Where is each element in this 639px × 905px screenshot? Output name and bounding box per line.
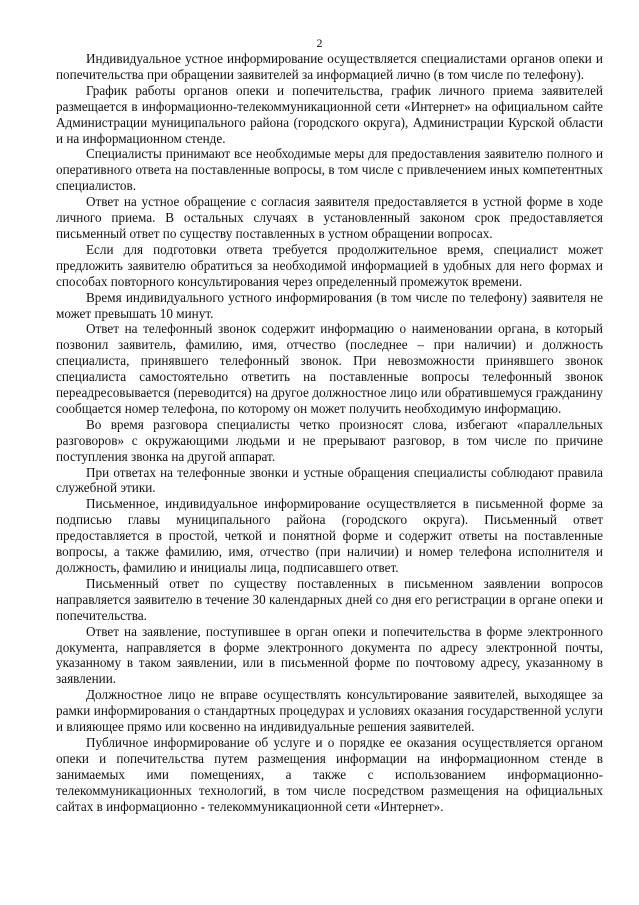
- page-number: 2: [316, 36, 323, 50]
- paragraph: Публичное информирование об услуге и о порядке ее оказания осуществляется органом опеки и попечительства путем размещения информации на информационном стенде в занимаемых ими помещениях, а также с использованием информационно-телекоммуникационных технологий, в том числе посредством размещения на официальных сайтах в информационно - телекоммуникационной сети «Интернет».: [56, 734, 603, 814]
- paragraph: Письменное, индивидуальное информирование осуществляется в письменной форме за подписью главы муниципального района (городского округа). Письменный ответ предоставляется в простой, четкой и понятной форме и содержит ответы на поставленные вопросы, а также фамилию, имя, отчество (при наличии) и номер телефона исполнителя и должность, фамилию и инициалы лица, подписавшего ответ.: [56, 496, 603, 575]
- paragraph: При ответах на телефонные звонки и устные обращения специалисты соблюдают правила служебной этики.: [56, 464, 603, 496]
- paragraph: Если для подготовки ответа требуется продолжительное время, специалист может предложить заявителю обратиться за необходимой информацией в удобных для него формах и способах повторного консультирования через определенный промежуток времени.: [56, 241, 603, 289]
- paragraph: Ответ на заявление, поступившее в орган опеки и попечительства в форме электронного документа, направляется в форме электронного документа по адресу электронной почты, указанному в таком заявлении, или в письменной форме по почтовому адресу, указанному в заявлении.: [56, 623, 603, 687]
- paragraph: График работы органов опеки и попечительства, график личного приема заявителей размещается в информационно-телекоммуникационной сети «Интернет» на официальном сайте Администрации муниципального района (городского округа), Администрации Курской области и на информационном стенде.: [56, 82, 603, 146]
- paragraph: Во время разговора специалисты четко произносят слова, избегают «параллельных разговоров» с окружающими людьми и не прерывают разговор, в том числе по причине поступления звонка на другой аппарат.: [56, 416, 603, 464]
- paragraph: Ответ на телефонный звонок содержит информацию о наименовании органа, в который позвонил заявитель, фамилию, имя, отчество (последнее – при наличии) и должность специалиста, принявшего телефонный звонок. При невозможности принявшего звонок специалиста самостоятельно ответить на поставленные вопросы телефонный звонок переадресовывается (переводится) на другое должностное лицо или обратившемуся гражданину сообщается номер телефона, по которому он может получить необходимую информацию.: [56, 321, 603, 416]
- paragraph: Специалисты принимают все необходимые меры для предоставления заявителю полного и оперативного ответа на поставленные вопросы, в том числе с привлечением иных компетентных специалистов.: [56, 146, 603, 194]
- paragraph: Письменный ответ по существу поставленных в письменном заявлении вопросов направляется заявителю в течение 30 календарных дней со дня его регистрации в органе опеки и попечительства.: [56, 575, 603, 623]
- paragraph: Индивидуальное устное информирование осуществляется специалистами органов опеки и попечительства при обращении заявителей за информацией лично (в том числе по телефону).: [56, 51, 603, 82]
- paragraph: Должностное лицо не вправе осуществлять консультирование заявителей, выходящее за рамки информирования о стандартных процедурах и условиях оказания государственной услуги и влияющее прямо или косвенно на индивидуальные решения заявителей.: [56, 687, 603, 735]
- paragraph: Время индивидуального устного информирования (в том числе по телефону) заявителя не может превышать 10 минут.: [56, 289, 603, 321]
- document-body: [56, 51, 603, 815]
- paragraph: Ответ на устное обращение с согласия заявителя предоставляется в устной форме в ходе личного приема. В остальных случаях в установленный законом срок предоставляется письменный ответ по существу поставленных в устном обращении вопросах.: [56, 194, 603, 241]
